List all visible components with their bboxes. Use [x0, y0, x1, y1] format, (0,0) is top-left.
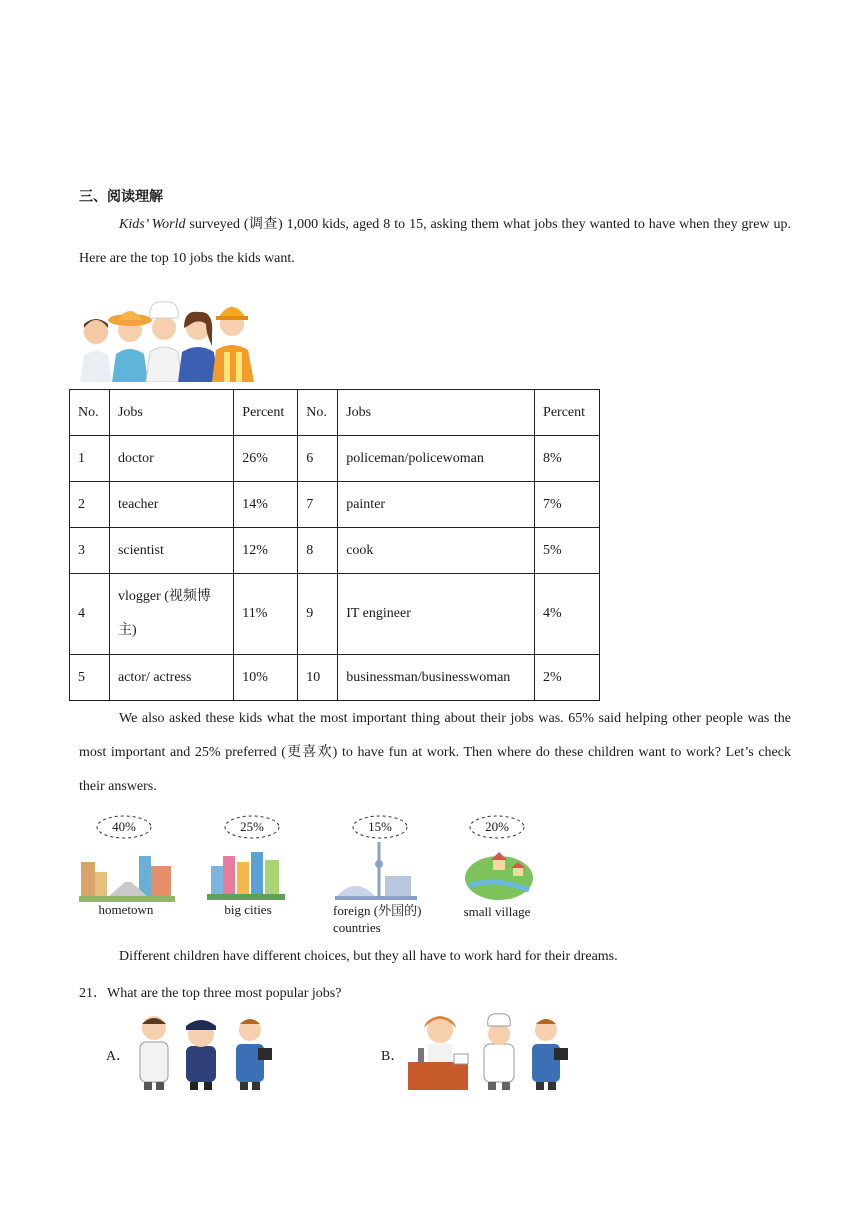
- location-label: hometown: [98, 902, 154, 917]
- foreign-countries-icon: [335, 842, 417, 902]
- table-cell: 8%: [535, 436, 600, 482]
- closing-paragraph: Different children have different choices, but they all have to work hard for their dreams.: [119, 949, 618, 964]
- big-cities-icon: [207, 848, 285, 900]
- table-cell: actor/ actress: [109, 655, 233, 701]
- policeman-icon: [186, 1020, 216, 1090]
- question-number: 21．: [79, 986, 107, 1001]
- teacher-icon: [532, 1019, 568, 1090]
- table-cell: IT engineer: [338, 574, 535, 655]
- table-cell: 7%: [535, 482, 600, 528]
- small-village-icon: [463, 846, 535, 902]
- table-cell: 10%: [234, 655, 298, 701]
- table-cell: vlogger (视频博主): [109, 574, 233, 655]
- location-percent: 20%: [485, 819, 509, 834]
- table-header-row: [70, 390, 600, 436]
- table-row: [70, 436, 600, 482]
- question-text: What are the top three most popular jobs?: [107, 986, 342, 1001]
- doctor-figure: [80, 319, 112, 382]
- businesswoman-figure: [178, 312, 218, 382]
- location-label: small village: [463, 904, 531, 919]
- chef-figure: [146, 302, 182, 382]
- location-percent: 40%: [112, 819, 136, 834]
- table-cell: cook: [338, 528, 535, 574]
- table-cell: 7: [298, 482, 338, 528]
- table-cell: 2: [70, 482, 110, 528]
- table-row: [70, 528, 600, 574]
- header-cell: No.: [70, 390, 110, 436]
- option-a-label[interactable]: A．: [106, 1049, 131, 1064]
- chef-icon: [484, 1014, 514, 1090]
- table-cell: 4%: [535, 574, 600, 655]
- table-cell: 26%: [234, 436, 298, 482]
- table-cell: 4: [70, 574, 110, 655]
- table-cell: scientist: [109, 528, 233, 574]
- intro-paragraph: [79, 208, 791, 276]
- location-percent: 25%: [240, 819, 264, 834]
- table-cell: 10: [298, 655, 338, 701]
- table-row: [70, 655, 600, 701]
- work-location-panel: [79, 812, 791, 942]
- worker-figure: [212, 307, 254, 382]
- header-cell: Percent: [234, 390, 298, 436]
- table-cell: 12%: [234, 528, 298, 574]
- table-cell: teacher: [109, 482, 233, 528]
- table-cell: 8: [298, 528, 338, 574]
- hometown-icon: [79, 852, 175, 902]
- table-row: [70, 482, 600, 528]
- option-a-image[interactable]: [134, 1012, 280, 1092]
- table-cell: 6: [298, 436, 338, 482]
- option-b-label[interactable]: B．: [381, 1049, 405, 1064]
- location-percent: 15%: [368, 819, 392, 834]
- jobs-table: [69, 389, 600, 701]
- table-cell: 11%: [234, 574, 298, 655]
- header-cell: No.: [298, 390, 338, 436]
- intro-text: surveyed (调查) 1,000 kids, aged 8 to 15, asking them what jobs they wanted to have when they grew up. Here are the top 10 jobs the kids want.: [79, 217, 791, 266]
- table-cell: 5%: [535, 528, 600, 574]
- table-cell: 9: [298, 574, 338, 655]
- doctor-icon: [140, 1016, 168, 1090]
- table-cell: 5: [70, 655, 110, 701]
- farmer-figure: [108, 311, 152, 382]
- survey-paragraph: We also asked these kids what the most important thing about their jobs was. 65% said helping other people was the most important and 25% preferred (更喜欢) to have fun at work. Then where do these children want to work? Let’s check their answers.: [79, 711, 791, 794]
- table-cell: policeman/policewoman: [338, 436, 535, 482]
- magazine-name: Kids’ World: [119, 217, 186, 232]
- table-cell: doctor: [109, 436, 233, 482]
- table-cell: 14%: [234, 482, 298, 528]
- option-b-image[interactable]: [406, 1012, 576, 1092]
- table-row: [70, 574, 600, 655]
- header-cell: Jobs: [109, 390, 233, 436]
- header-cell: Percent: [535, 390, 600, 436]
- table-cell: 2%: [535, 655, 600, 701]
- scientist-icon: [408, 1016, 468, 1090]
- table-cell: businessman/businesswoman: [338, 655, 535, 701]
- table-cell: 1: [70, 436, 110, 482]
- location-label: foreign (外国的) countries: [333, 903, 422, 935]
- header-cell: Jobs: [338, 390, 535, 436]
- people-group-illustration: [78, 294, 256, 382]
- location-label: big cities: [224, 902, 272, 917]
- section-title: 三、阅读理解: [79, 189, 163, 205]
- teacher-icon: [236, 1019, 272, 1090]
- table-cell: painter: [338, 482, 535, 528]
- question-21: [79, 982, 341, 1002]
- table-cell: 3: [70, 528, 110, 574]
